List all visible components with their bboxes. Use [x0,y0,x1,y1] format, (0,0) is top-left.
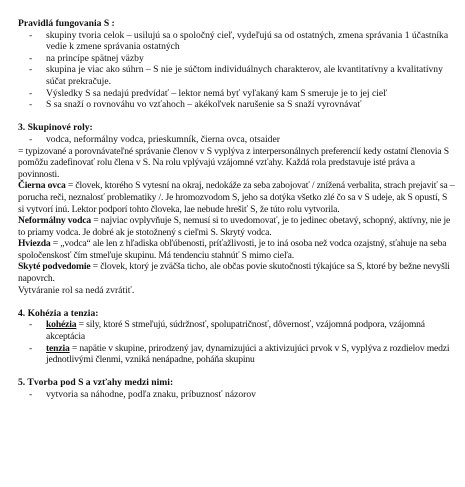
section-heading-roles: 3. Skupinové roly: [18,122,93,134]
roles-bullet: - vodca, neformálny vodca, prieskumník, čierna ovca, otsaider [18,134,455,146]
rules-bullet-1: - skupiny tvoria celok – usilujú sa o spoločný cieľ, vydeľujú sa od ostatných, zmena správania 1 účastníka vedie k zmene správania ostatných [18,30,455,53]
section-heading-cohesion: 4. Kohézia a tenzia: [18,307,99,319]
roles-closing: Vytváranie rol sa nedá zvrátiť. [18,284,135,296]
subgroups-bullet: - vytvoria sa náhodne, podľa znaku, príbuznosť názorov [18,389,455,401]
tension-term: tenzia [46,342,70,354]
role-skryte-podvedomie [18,261,455,284]
role-cierna-ovca [18,180,455,215]
rules-bullet-5: - S sa snaží o rovnováhu vo vzťahoch – akékoľvek narušenie sa S snaží vyrovnávať [18,99,455,111]
tension-description: = napätie v skupine, prirodzený jav, dynamizujúci a aktivizujúci prvok v S, vyplýva z rozdielov medzi jednotlivými členmi, vzniká nenápadne, poháňa skupinu [46,342,450,366]
cohesion-term: kohézia [46,319,77,331]
role-term: Hviezda [18,238,51,250]
cohesion-description: = sily, ktoré S stmeľujú, súdržnosť, spolupatričnosť, dôvernosť, vzájomná podpora, vzájomná akceptácia [46,319,425,343]
role-neformalny-vodca [18,215,455,238]
role-description: = „vodca“ ale len z hľadiska obľúbenosti, príťažlivosti, je to iná osoba než vodca ozajstný, sťahuje na seba spoločenskosť čím stmeľuje skupinu. Má tendenciu stahnúť S mimo cieľa. [18,238,447,261]
roles-intro: = typizované a porovnávateľné správanie členov v S vyplýva z interpersonálnych preferencií kedy ostatní členovia S pomôžu zadefinovať rolu člena v S. Na rolu vplývajú vzájomné vzťahy. Každá rola predstavuje isté práva a povinnosti. [18,145,449,180]
rules-bullet-3: - skupina je viac ako súhrn – S nie je súčtom individuálnych charakterov, ale kvantitatívny a kvalitatívny súčat prekračuje. [18,64,455,87]
role-description: = človek, ktorého S vytesní na okraj, nedokáže za seba zabojovať / znížená verbalita, strach prejaviť sa – porucha reči, neznalosť problematiky /. Je hromozvodom S, jeho sa dotýka všetko zlé čo sa v S udeje, ak S opustí, S si vytvorí inú. Lektor podporí tohto človeka, lae nebude hrešiť S, že túto rolu vytvorila. [18,180,455,215]
role-hviezda [18,238,455,261]
role-term: Neformálny vodca [18,215,92,227]
tension-item [18,343,455,366]
role-term: Skyté podvedomie [18,261,91,273]
role-description: = najviac ovplyvňuje S, nemusí si to uvedomovať, je to jedinec obetavý, schopný, aktívny, nie je to priamy vodca. Je dobré ak je stotožnený s cieľmi S. Skrytý vodca. [18,215,451,238]
role-term: Čierna ovca [18,180,66,192]
rules-bullet-4: - Výsledky S sa nedajú predvídať – lektor nemá byť vyľakaný kam S smeruje je to jej cieľ [18,88,455,100]
role-description: = človek, ktorý je zväčša ticho, ale občas povie skutočnosti týkajúce sa S, ktoré by bežne nevyšli napovrch. [18,261,450,285]
cohesion-item [18,319,455,342]
section-heading-subgroups: 5. Tvorba pod S a vzťahy medzi nimi: [18,377,174,389]
section-heading-rules: Pravidlá fungovania S : [18,18,115,29]
rules-bullet-2: - na princípe spätnej väzby [18,53,455,65]
